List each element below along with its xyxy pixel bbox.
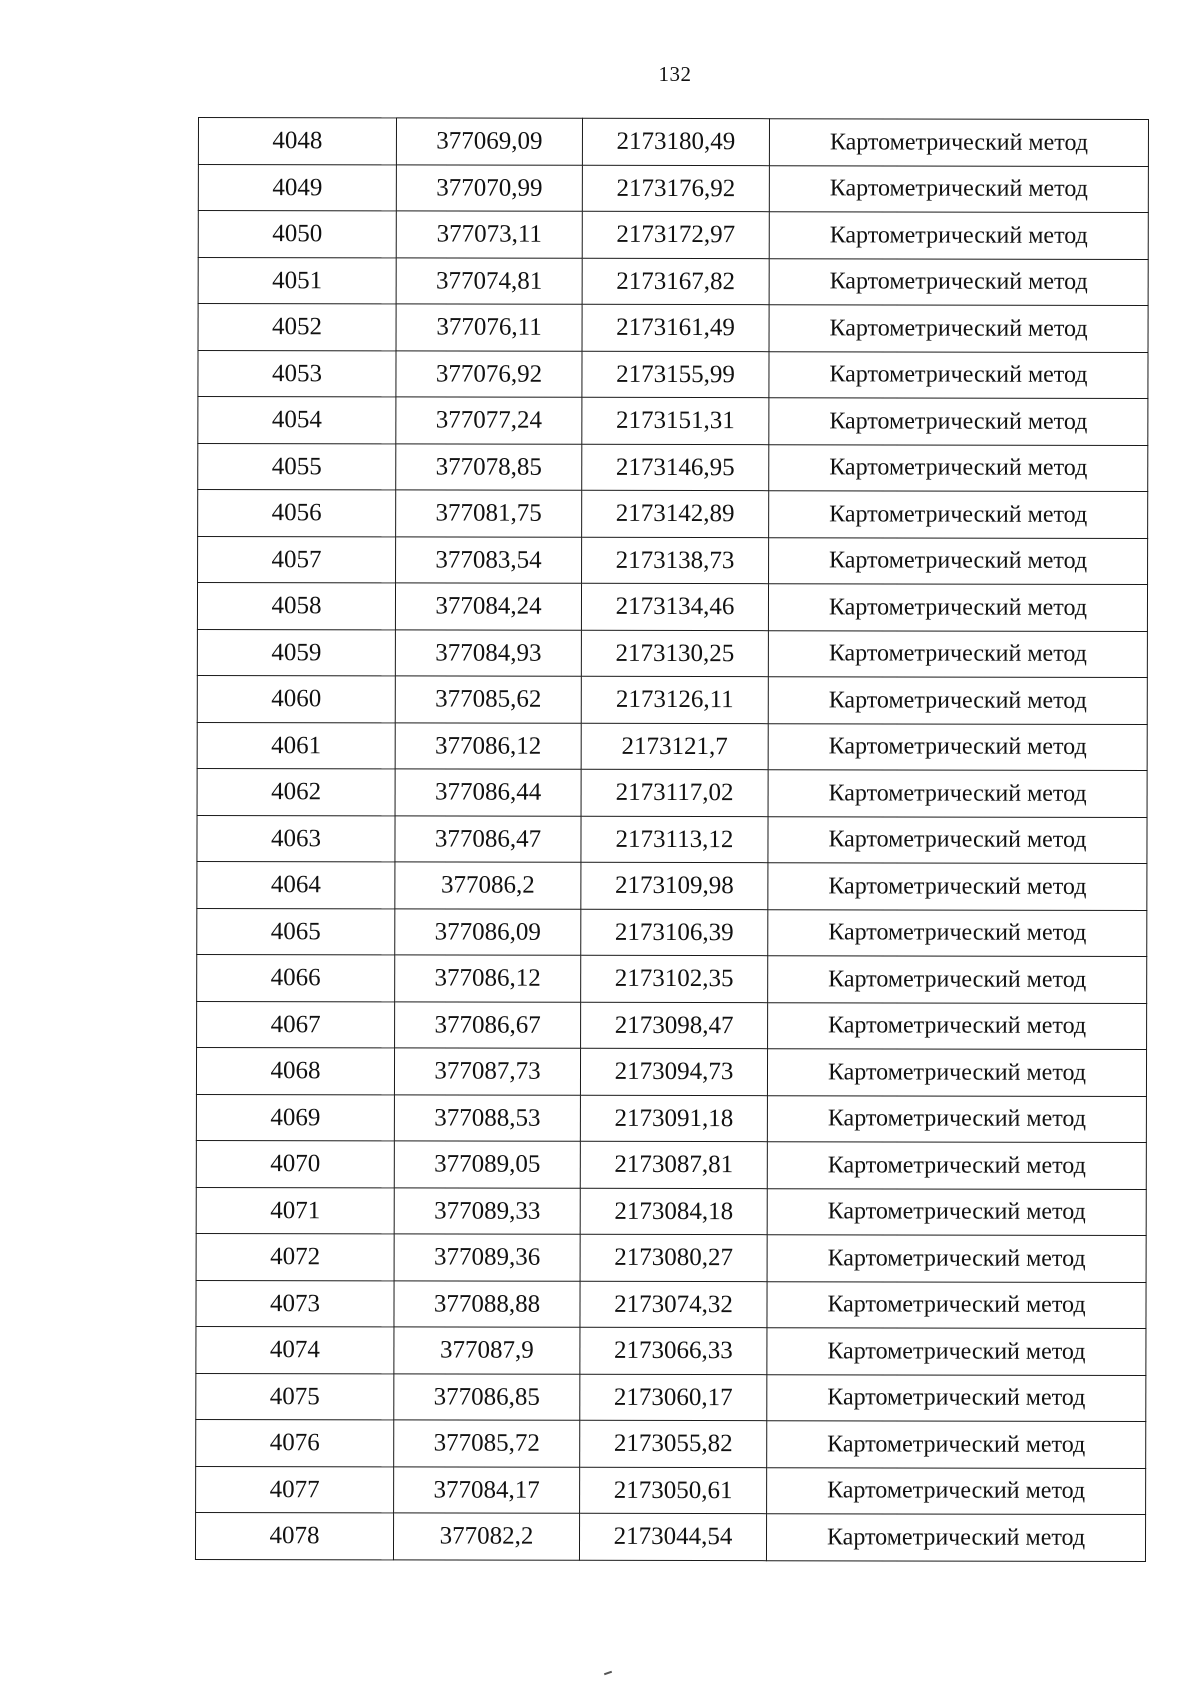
x-coordinate-cell: 377086,12 xyxy=(395,722,581,769)
point-number-cell: 4071 xyxy=(196,1187,394,1234)
point-number-cell: 4057 xyxy=(198,536,396,583)
y-coordinate-cell: 2173109,98 xyxy=(581,862,768,909)
table-row xyxy=(197,1001,1147,1049)
point-number-cell: 4064 xyxy=(197,861,395,908)
y-coordinate-cell: 2173126,11 xyxy=(581,676,768,723)
point-number-cell: 4063 xyxy=(197,815,395,862)
point-number-cell: 4075 xyxy=(196,1373,394,1420)
y-coordinate-cell: 2173172,97 xyxy=(582,211,769,258)
x-coordinate-cell: 377086,47 xyxy=(395,815,581,862)
point-number-cell: 4056 xyxy=(198,490,396,537)
y-coordinate-cell: 2173060,17 xyxy=(580,1374,767,1421)
coordinates-table xyxy=(195,117,1149,1561)
x-coordinate-cell: 377073,11 xyxy=(396,211,582,258)
y-coordinate-cell: 2173050,61 xyxy=(580,1467,767,1514)
point-number-cell: 4074 xyxy=(196,1326,394,1373)
table-row xyxy=(196,1466,1146,1514)
point-number-cell: 4069 xyxy=(196,1094,394,1141)
method-cell: Картометрический метод xyxy=(768,630,1147,677)
table-row xyxy=(196,1187,1146,1235)
table-row xyxy=(196,1094,1146,1142)
method-cell: Картометрический метод xyxy=(766,1514,1145,1561)
table-row xyxy=(196,1280,1146,1328)
table-row xyxy=(195,1512,1145,1560)
table-row xyxy=(197,768,1147,816)
point-number-cell: 4055 xyxy=(198,443,396,490)
table-row xyxy=(196,1326,1146,1374)
table-row xyxy=(198,397,1148,445)
method-cell: Картометрический метод xyxy=(769,444,1148,491)
y-coordinate-cell: 2173142,89 xyxy=(582,490,769,537)
y-coordinate-cell: 2173055,82 xyxy=(580,1420,767,1467)
table-row xyxy=(197,815,1147,863)
x-coordinate-cell: 377084,17 xyxy=(394,1466,580,1513)
y-coordinate-cell: 2173087,81 xyxy=(580,1141,767,1188)
method-cell: Картометрический метод xyxy=(767,1235,1146,1282)
point-number-cell: 4052 xyxy=(198,304,396,351)
table-row xyxy=(196,1233,1146,1281)
method-cell: Картометрический метод xyxy=(769,258,1148,305)
point-number-cell: 4059 xyxy=(197,629,395,676)
point-number-cell: 4077 xyxy=(196,1466,394,1513)
x-coordinate-cell: 377085,62 xyxy=(395,676,581,723)
method-cell: Картометрический метод xyxy=(768,677,1147,724)
point-number-cell: 4065 xyxy=(197,908,395,955)
x-coordinate-cell: 377088,88 xyxy=(394,1280,580,1327)
method-cell: Картометрический метод xyxy=(767,1095,1146,1142)
x-coordinate-cell: 377069,09 xyxy=(396,118,582,165)
table-row xyxy=(198,443,1148,491)
method-cell: Картометрический метод xyxy=(769,398,1148,445)
method-cell: Картометрический метод xyxy=(769,351,1148,398)
table-row xyxy=(198,350,1148,398)
x-coordinate-cell: 377076,92 xyxy=(396,350,582,397)
x-coordinate-cell: 377084,93 xyxy=(395,629,581,676)
x-coordinate-cell: 377070,99 xyxy=(396,164,582,211)
y-coordinate-cell: 2173091,18 xyxy=(580,1095,767,1142)
table-row xyxy=(198,490,1148,538)
y-coordinate-cell: 2173130,25 xyxy=(581,630,768,677)
table-row xyxy=(197,583,1147,631)
point-number-cell: 4054 xyxy=(198,397,396,444)
point-number-cell: 4058 xyxy=(197,583,395,630)
y-coordinate-cell: 2173161,49 xyxy=(582,304,769,351)
x-coordinate-cell: 377074,81 xyxy=(396,257,582,304)
table-row xyxy=(197,861,1147,909)
x-coordinate-cell: 377086,67 xyxy=(395,1001,581,1048)
x-coordinate-cell: 377088,53 xyxy=(394,1094,580,1141)
point-number-cell: 4067 xyxy=(197,1001,395,1048)
y-coordinate-cell: 2173176,92 xyxy=(582,165,769,212)
point-number-cell: 4066 xyxy=(197,954,395,1001)
y-coordinate-cell: 2173155,99 xyxy=(582,351,769,398)
table-row xyxy=(198,164,1148,212)
method-cell: Картометрический метод xyxy=(769,537,1148,584)
x-coordinate-cell: 377086,2 xyxy=(395,862,581,909)
x-coordinate-cell: 377089,33 xyxy=(394,1187,580,1234)
method-cell: Картометрический метод xyxy=(769,212,1148,259)
x-coordinate-cell: 377085,72 xyxy=(394,1420,580,1467)
x-coordinate-cell: 377087,73 xyxy=(394,1048,580,1095)
y-coordinate-cell: 2173134,46 xyxy=(581,583,768,630)
point-number-cell: 4070 xyxy=(196,1140,394,1187)
x-coordinate-cell: 377086,85 xyxy=(394,1373,580,1420)
table-row xyxy=(198,257,1148,305)
table-row xyxy=(197,722,1147,770)
point-number-cell: 4072 xyxy=(196,1233,394,1280)
y-coordinate-cell: 2173138,73 xyxy=(582,537,769,584)
method-cell: Картометрический метод xyxy=(768,723,1147,770)
y-coordinate-cell: 2173084,18 xyxy=(580,1188,767,1235)
method-cell: Картометрический метод xyxy=(767,1467,1146,1514)
y-coordinate-cell: 2173074,32 xyxy=(580,1281,767,1328)
point-number-cell: 4078 xyxy=(195,1512,393,1559)
y-coordinate-cell: 2173102,35 xyxy=(581,955,768,1002)
table-row xyxy=(196,1373,1146,1421)
y-coordinate-cell: 2173121,7 xyxy=(581,723,768,770)
method-cell: Картометрический метод xyxy=(769,491,1148,538)
point-number-cell: 4051 xyxy=(198,257,396,304)
method-cell: Картометрический метод xyxy=(768,909,1147,956)
point-number-cell: 4073 xyxy=(196,1280,394,1327)
table-row xyxy=(196,1140,1146,1188)
point-number-cell: 4048 xyxy=(198,118,396,165)
table-row xyxy=(197,629,1147,677)
x-coordinate-cell: 377087,9 xyxy=(394,1327,580,1374)
x-coordinate-cell: 377089,36 xyxy=(394,1234,580,1281)
table-row xyxy=(198,211,1148,259)
y-coordinate-cell: 2173151,31 xyxy=(582,397,769,444)
y-coordinate-cell: 2173094,73 xyxy=(580,1048,767,1095)
method-cell: Картометрический метод xyxy=(769,165,1148,212)
point-number-cell: 4076 xyxy=(196,1419,394,1466)
point-number-cell: 4061 xyxy=(197,722,395,769)
scan-mark xyxy=(604,1671,612,1676)
x-coordinate-cell: 377081,75 xyxy=(396,490,582,537)
x-coordinate-cell: 377089,05 xyxy=(394,1141,580,1188)
method-cell: Картометрический метод xyxy=(768,956,1147,1003)
table-row xyxy=(198,536,1148,584)
y-coordinate-cell: 2173066,33 xyxy=(580,1327,767,1374)
x-coordinate-cell: 377086,44 xyxy=(395,769,581,816)
method-cell: Картометрический метод xyxy=(767,1049,1146,1096)
point-number-cell: 4068 xyxy=(196,1047,394,1094)
table-row xyxy=(196,1047,1146,1095)
x-coordinate-cell: 377082,2 xyxy=(393,1513,579,1560)
x-coordinate-cell: 377076,11 xyxy=(396,304,582,351)
method-cell: Картометрический метод xyxy=(768,1002,1147,1049)
y-coordinate-cell: 2173080,27 xyxy=(580,1234,767,1281)
x-coordinate-cell: 377077,24 xyxy=(396,397,582,444)
x-coordinate-cell: 377084,24 xyxy=(395,583,581,630)
method-cell: Картометрический метод xyxy=(767,1281,1146,1328)
table-row xyxy=(198,304,1148,352)
method-cell: Картометрический метод xyxy=(769,119,1148,166)
y-coordinate-cell: 2173180,49 xyxy=(582,118,769,165)
method-cell: Картометрический метод xyxy=(768,816,1147,863)
method-cell: Картометрический метод xyxy=(767,1421,1146,1468)
method-cell: Картометрический метод xyxy=(767,1188,1146,1235)
table-row xyxy=(198,118,1148,166)
table-row xyxy=(196,1419,1146,1467)
y-coordinate-cell: 2173146,95 xyxy=(582,444,769,491)
method-cell: Картометрический метод xyxy=(769,305,1148,352)
x-coordinate-cell: 377078,85 xyxy=(396,443,582,490)
point-number-cell: 4053 xyxy=(198,350,396,397)
point-number-cell: 4050 xyxy=(198,211,396,258)
y-coordinate-cell: 2173106,39 xyxy=(581,909,768,956)
x-coordinate-cell: 377086,12 xyxy=(395,955,581,1002)
y-coordinate-cell: 2173113,12 xyxy=(581,816,768,863)
y-coordinate-cell: 2173117,02 xyxy=(581,769,768,816)
method-cell: Картометрический метод xyxy=(767,1142,1146,1189)
table-body xyxy=(195,118,1148,1561)
page-number: 132 xyxy=(658,62,692,86)
y-coordinate-cell: 2173167,82 xyxy=(582,258,769,305)
point-number-cell: 4049 xyxy=(198,164,396,211)
method-cell: Картометрический метод xyxy=(768,584,1147,631)
y-coordinate-cell: 2173044,54 xyxy=(579,1513,766,1560)
method-cell: Картометрический метод xyxy=(768,770,1147,817)
method-cell: Картометрический метод xyxy=(767,1374,1146,1421)
y-coordinate-cell: 2173098,47 xyxy=(581,1002,768,1049)
table-row xyxy=(197,908,1147,956)
method-cell: Картометрический метод xyxy=(767,1328,1146,1375)
x-coordinate-cell: 377083,54 xyxy=(396,536,582,583)
table-row xyxy=(197,675,1147,723)
x-coordinate-cell: 377086,09 xyxy=(395,908,581,955)
method-cell: Картометрический метод xyxy=(768,863,1147,910)
point-number-cell: 4060 xyxy=(197,675,395,722)
point-number-cell: 4062 xyxy=(197,768,395,815)
table-row xyxy=(197,954,1147,1002)
